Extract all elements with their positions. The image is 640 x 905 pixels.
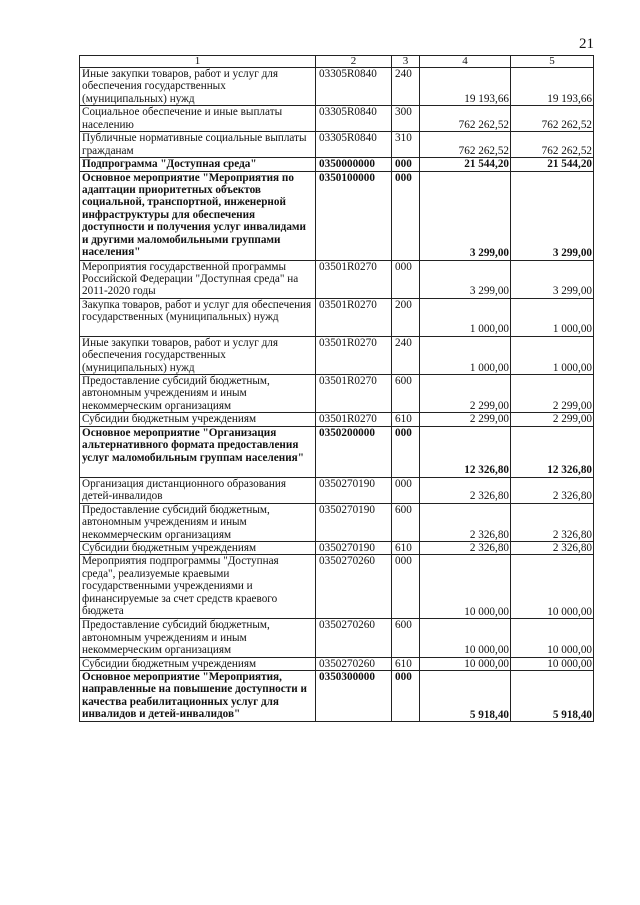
row-code: 03501R0270 bbox=[316, 298, 392, 336]
row-name: Организация дистанционного образования детей-инвалидов bbox=[80, 477, 316, 503]
row-code: 0350270190 bbox=[316, 477, 392, 503]
row-type: 000 bbox=[392, 670, 420, 721]
row-amount-2: 1 000,00 bbox=[511, 298, 594, 336]
table-row bbox=[80, 158, 594, 171]
table-row bbox=[80, 503, 594, 541]
table-row bbox=[80, 413, 594, 426]
row-type: 000 bbox=[392, 260, 420, 298]
row-type: 000 bbox=[392, 171, 420, 260]
row-amount-1: 3 299,00 bbox=[420, 260, 511, 298]
row-amount-1: 1 000,00 bbox=[420, 336, 511, 374]
table-row bbox=[80, 619, 594, 657]
table-row bbox=[80, 555, 594, 619]
row-amount-1: 3 299,00 bbox=[420, 171, 511, 260]
row-type: 000 bbox=[392, 477, 420, 503]
row-amount-1: 19 193,66 bbox=[420, 68, 511, 106]
table-row bbox=[80, 541, 594, 554]
table-row bbox=[80, 260, 594, 298]
row-type: 000 bbox=[392, 555, 420, 619]
row-type: 610 bbox=[392, 541, 420, 554]
row-type: 610 bbox=[392, 413, 420, 426]
header-col-5: 5 bbox=[511, 56, 594, 68]
row-amount-2: 2 326,80 bbox=[511, 503, 594, 541]
row-amount-1: 2 299,00 bbox=[420, 413, 511, 426]
row-amount-2: 19 193,66 bbox=[511, 68, 594, 106]
row-amount-1: 1 000,00 bbox=[420, 298, 511, 336]
row-amount-2: 762 262,52 bbox=[511, 132, 594, 158]
row-amount-2: 3 299,00 bbox=[511, 171, 594, 260]
row-name: Подпрограмма "Доступная среда" bbox=[80, 158, 316, 171]
table-row bbox=[80, 171, 594, 260]
row-name: Предоставление субсидий бюджетным, автономным учреждениям и иным некоммерческим организациям bbox=[80, 503, 316, 541]
table-row bbox=[80, 336, 594, 374]
table-row bbox=[80, 426, 594, 477]
row-name: Субсидии бюджетным учреждениям bbox=[80, 413, 316, 426]
row-amount-1: 2 326,80 bbox=[420, 541, 511, 554]
header-row bbox=[80, 56, 594, 68]
row-amount-2: 2 299,00 bbox=[511, 413, 594, 426]
row-code: 03305R0840 bbox=[316, 132, 392, 158]
row-amount-1: 5 918,40 bbox=[420, 670, 511, 721]
row-code: 03305R0840 bbox=[316, 68, 392, 106]
row-name: Иные закупки товаров, работ и услуг для обеспечения государственных (муниципальных) нужд bbox=[80, 68, 316, 106]
row-type: 240 bbox=[392, 336, 420, 374]
table-row bbox=[80, 375, 594, 413]
row-amount-1: 10 000,00 bbox=[420, 619, 511, 657]
row-amount-2: 10 000,00 bbox=[511, 619, 594, 657]
row-name: Предоставление субсидий бюджетным, автономным учреждениям и иным некоммерческим организациям bbox=[80, 619, 316, 657]
row-code: 0350000000 bbox=[316, 158, 392, 171]
table-row bbox=[80, 477, 594, 503]
row-code: 03501R0270 bbox=[316, 413, 392, 426]
row-name: Субсидии бюджетным учреждениям bbox=[80, 657, 316, 670]
row-code: 0350270260 bbox=[316, 555, 392, 619]
row-amount-2: 2 299,00 bbox=[511, 375, 594, 413]
row-amount-2: 10 000,00 bbox=[511, 555, 594, 619]
row-amount-1: 21 544,20 bbox=[420, 158, 511, 171]
row-amount-1: 2 299,00 bbox=[420, 375, 511, 413]
table-body bbox=[80, 68, 594, 722]
row-name: Социальное обеспечение и иные выплаты населению bbox=[80, 106, 316, 132]
row-amount-2: 1 000,00 bbox=[511, 336, 594, 374]
row-amount-2: 3 299,00 bbox=[511, 260, 594, 298]
row-amount-1: 2 326,80 bbox=[420, 477, 511, 503]
page-number: 21 bbox=[579, 36, 594, 52]
row-amount-1: 762 262,52 bbox=[420, 106, 511, 132]
row-type: 240 bbox=[392, 68, 420, 106]
table-row bbox=[80, 106, 594, 132]
row-type: 300 bbox=[392, 106, 420, 132]
row-name: Мероприятия подпрограммы "Доступная среда", реализуемые краевыми государственными учреждениями и финансируемые за счет средств краевого бюджета bbox=[80, 555, 316, 619]
row-code: 0350300000 bbox=[316, 670, 392, 721]
header-col-3: 3 bbox=[392, 56, 420, 68]
row-code: 03305R0840 bbox=[316, 106, 392, 132]
row-code: 0350100000 bbox=[316, 171, 392, 260]
budget-table bbox=[79, 55, 594, 722]
row-code: 0350270190 bbox=[316, 541, 392, 554]
row-name: Мероприятия государственной программы Российской Федерации "Доступная среда" на 2011-2020 годы bbox=[80, 260, 316, 298]
header-col-1: 1 bbox=[80, 56, 316, 68]
row-amount-2: 762 262,52 bbox=[511, 106, 594, 132]
table-row bbox=[80, 298, 594, 336]
row-code: 03501R0270 bbox=[316, 375, 392, 413]
row-code: 0350270190 bbox=[316, 503, 392, 541]
row-name: Закупка товаров, работ и услуг для обеспечения государственных (муниципальных) нужд bbox=[80, 298, 316, 336]
row-name: Основное мероприятие "Организация альтернативного формата предоставления услуг маломобильным группам населения" bbox=[80, 426, 316, 477]
row-type: 600 bbox=[392, 375, 420, 413]
row-amount-2: 21 544,20 bbox=[511, 158, 594, 171]
row-amount-2: 12 326,80 bbox=[511, 426, 594, 477]
row-type: 200 bbox=[392, 298, 420, 336]
row-code: 03501R0270 bbox=[316, 260, 392, 298]
row-amount-1: 2 326,80 bbox=[420, 503, 511, 541]
row-code: 0350270260 bbox=[316, 619, 392, 657]
row-type: 000 bbox=[392, 426, 420, 477]
row-amount-2: 2 326,80 bbox=[511, 477, 594, 503]
row-type: 600 bbox=[392, 619, 420, 657]
header-col-2: 2 bbox=[316, 56, 392, 68]
row-amount-1: 12 326,80 bbox=[420, 426, 511, 477]
table-row bbox=[80, 670, 594, 721]
row-name: Основное мероприятие "Мероприятия по адаптации приоритетных объектов социальной, транспортной, инженерной инфраструктуры для обеспечения доступности и получения услуг инвалидами и другими маломобильными группами населения" bbox=[80, 171, 316, 260]
row-type: 610 bbox=[392, 657, 420, 670]
header-col-4: 4 bbox=[420, 56, 511, 68]
row-amount-1: 762 262,52 bbox=[420, 132, 511, 158]
row-type: 310 bbox=[392, 132, 420, 158]
row-name: Предоставление субсидий бюджетным, автономным учреждениям и иным некоммерческим организациям bbox=[80, 375, 316, 413]
table-row bbox=[80, 68, 594, 106]
row-amount-1: 10 000,00 bbox=[420, 657, 511, 670]
row-name: Публичные нормативные социальные выплаты гражданам bbox=[80, 132, 316, 158]
table-row bbox=[80, 132, 594, 158]
row-amount-1: 10 000,00 bbox=[420, 555, 511, 619]
row-code: 03501R0270 bbox=[316, 336, 392, 374]
table-row bbox=[80, 657, 594, 670]
row-name: Основное мероприятие "Мероприятия, направленные на повышение доступности и качества реабилитационных услуг для инвалидов и детей-инвалидов" bbox=[80, 670, 316, 721]
row-type: 000 bbox=[392, 158, 420, 171]
row-name: Субсидии бюджетным учреждениям bbox=[80, 541, 316, 554]
row-type: 600 bbox=[392, 503, 420, 541]
row-amount-2: 10 000,00 bbox=[511, 657, 594, 670]
row-amount-2: 2 326,80 bbox=[511, 541, 594, 554]
row-code: 0350270260 bbox=[316, 657, 392, 670]
row-amount-2: 5 918,40 bbox=[511, 670, 594, 721]
row-code: 0350200000 bbox=[316, 426, 392, 477]
row-name: Иные закупки товаров, работ и услуг для обеспечения государственных (муниципальных) нужд bbox=[80, 336, 316, 374]
